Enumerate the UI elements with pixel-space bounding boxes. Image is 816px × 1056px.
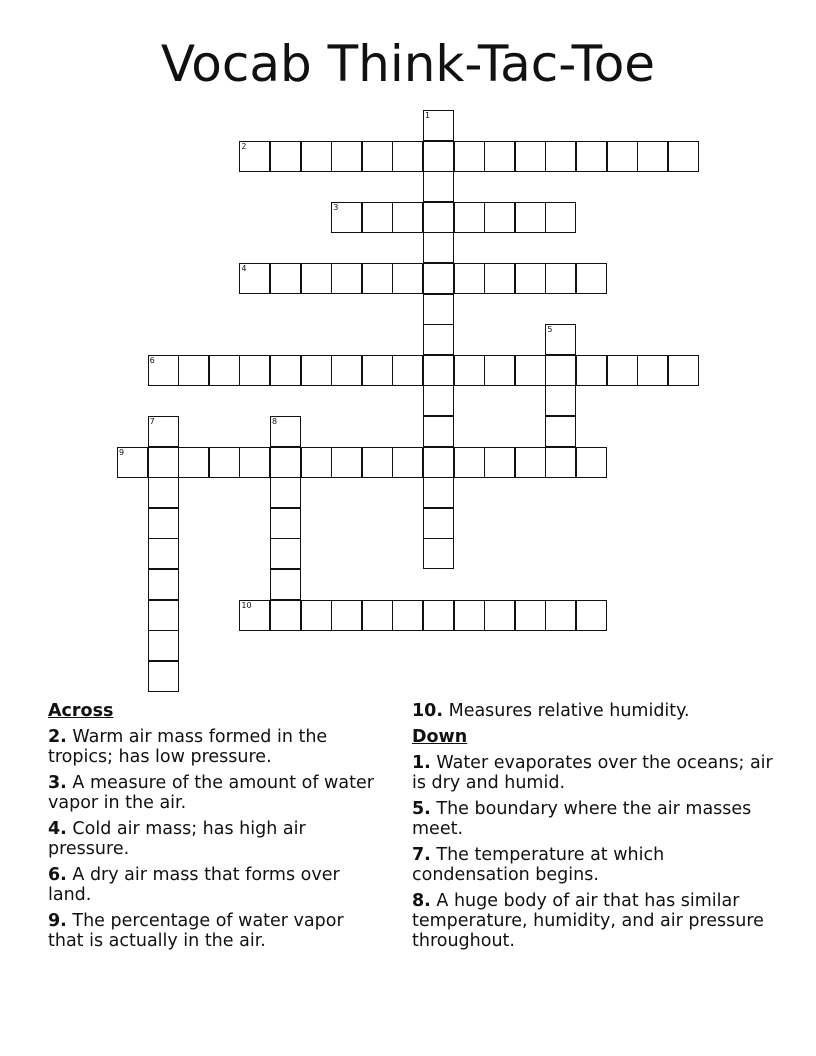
clue-number-label: 5	[547, 325, 553, 335]
grid-cell[interactable]	[454, 447, 485, 478]
clue-text: The percentage of water vapor that is actually in the air.	[48, 911, 344, 951]
grid-cell[interactable]	[423, 202, 454, 233]
clue-text: A huge body of air that has similar temperature, humidity, and air pressure throughout.	[412, 891, 764, 951]
grid-cell[interactable]	[270, 355, 301, 386]
clue-text: The boundary where the air masses meet.	[412, 799, 752, 839]
grid-cell[interactable]	[270, 447, 301, 478]
grid-cell[interactable]	[637, 355, 668, 386]
grid-cell[interactable]	[454, 355, 485, 386]
grid-cell[interactable]	[209, 355, 240, 386]
grid-cell[interactable]	[454, 263, 485, 294]
grid-cell[interactable]	[362, 600, 393, 631]
grid-cell[interactable]	[423, 447, 454, 478]
grid-cell[interactable]	[331, 141, 362, 172]
grid-cell[interactable]	[331, 263, 362, 294]
grid-cell[interactable]	[668, 141, 699, 172]
grid-cell[interactable]	[362, 447, 393, 478]
grid-cell[interactable]	[148, 630, 179, 661]
grid-cell[interactable]	[607, 355, 638, 386]
grid-cell[interactable]	[484, 202, 515, 233]
grid-cell[interactable]	[484, 600, 515, 631]
clue-number-label: 6	[149, 355, 155, 365]
grid-cell[interactable]	[362, 202, 393, 233]
grid-cell[interactable]	[515, 263, 546, 294]
grid-cell[interactable]	[148, 538, 179, 569]
grid-cell[interactable]	[576, 263, 607, 294]
grid-cell[interactable]	[392, 202, 423, 233]
clue-text: A measure of the amount of water vapor in the air.	[48, 773, 374, 813]
grid-cell[interactable]	[545, 600, 576, 631]
grid-cell[interactable]	[301, 600, 332, 631]
grid-cell[interactable]	[392, 600, 423, 631]
grid-cell[interactable]	[148, 508, 179, 539]
down-clue-8	[412, 891, 782, 951]
grid-cell[interactable]	[423, 263, 454, 294]
clues-left-column	[48, 701, 378, 957]
across-clue-2	[48, 727, 378, 767]
clue-number: 8.	[412, 891, 431, 911]
clues-right-column	[412, 701, 782, 957]
grid-cell[interactable]	[423, 232, 454, 263]
grid-cell[interactable]	[331, 600, 362, 631]
grid-cell[interactable]	[270, 538, 301, 569]
clue-number-label: 9	[119, 447, 125, 457]
grid-cell[interactable]	[423, 385, 454, 416]
grid-cell[interactable]	[148, 661, 179, 692]
grid-cell[interactable]	[423, 141, 454, 172]
grid-cell[interactable]	[515, 202, 546, 233]
grid-cell[interactable]	[270, 508, 301, 539]
across-clue-10	[412, 701, 782, 721]
grid-cell[interactable]	[178, 355, 209, 386]
clue-number: 3.	[48, 773, 67, 793]
grid-cell[interactable]	[148, 569, 179, 600]
clue-number: 10.	[412, 701, 444, 721]
grid-cell[interactable]	[484, 263, 515, 294]
grid-cell[interactable]	[270, 141, 301, 172]
grid-cell[interactable]	[392, 263, 423, 294]
grid-cell[interactable]	[454, 202, 485, 233]
clue-number-label: 2	[241, 141, 247, 151]
grid-cell[interactable]	[270, 600, 301, 631]
clue-number: 1.	[412, 753, 431, 773]
clue-text: Measures relative humidity.	[448, 701, 690, 721]
across-clue-4	[48, 819, 378, 859]
across-heading: Across	[48, 701, 114, 721]
grid-cell[interactable]	[423, 508, 454, 539]
grid-cell[interactable]	[423, 600, 454, 631]
grid-cell[interactable]	[148, 600, 179, 631]
down-heading: Down	[412, 727, 468, 747]
clue-number: 5.	[412, 799, 431, 819]
grid-cell[interactable]	[362, 141, 393, 172]
grid-cell[interactable]	[607, 141, 638, 172]
clue-text: Water evaporates over the oceans; air is dry and humid.	[412, 753, 773, 793]
grid-cell[interactable]	[301, 355, 332, 386]
grid-cell[interactable]	[392, 141, 423, 172]
grid-cell[interactable]	[392, 355, 423, 386]
grid-cell[interactable]	[545, 202, 576, 233]
clue-number: 7.	[412, 845, 431, 865]
clue-number: 4.	[48, 819, 67, 839]
grid-cell[interactable]	[301, 141, 332, 172]
grid-cell[interactable]	[545, 416, 576, 447]
grid-cell[interactable]	[515, 600, 546, 631]
grid-cell[interactable]	[423, 477, 454, 508]
grid-cell[interactable]	[331, 447, 362, 478]
grid-cell[interactable]	[148, 477, 179, 508]
clue-number-label: 8	[272, 417, 278, 426]
grid-cell[interactable]	[545, 263, 576, 294]
grid-cell[interactable]	[576, 447, 607, 478]
grid-cell[interactable]	[362, 355, 393, 386]
grid-cell[interactable]	[239, 447, 270, 478]
clue-text: The temperature at which condensation begins.	[412, 845, 665, 885]
clue-number-label: 1	[425, 111, 431, 120]
grid-cell[interactable]	[423, 324, 454, 355]
clue-number: 6.	[48, 865, 67, 885]
grid-cell[interactable]	[484, 447, 515, 478]
down-clue-7	[412, 845, 782, 885]
grid-cell[interactable]	[301, 263, 332, 294]
grid-cell[interactable]	[331, 355, 362, 386]
down-clue-5	[412, 799, 782, 839]
puzzle-title: Vocab Think-Tac-Toe	[160, 35, 656, 93]
clue-number: 2.	[48, 727, 67, 747]
across-clue-3	[48, 773, 378, 813]
grid-cell[interactable]	[545, 447, 576, 478]
grid-cell[interactable]	[362, 263, 393, 294]
clue-text: Warm air mass formed in the tropics; has low pressure.	[48, 727, 328, 767]
clue-number: 9.	[48, 911, 67, 931]
grid-cell[interactable]	[423, 171, 454, 202]
clue-text: Cold air mass; has high air pressure.	[48, 819, 306, 859]
clue-number-label: 7	[149, 417, 155, 426]
grid-cell[interactable]	[239, 355, 270, 386]
grid-cell[interactable]	[484, 355, 515, 386]
across-clue-9	[48, 911, 378, 951]
grid-cell[interactable]	[301, 447, 332, 478]
grid-cell[interactable]	[545, 385, 576, 416]
clue-number-label: 4	[241, 264, 247, 273]
grid-cell[interactable]	[545, 355, 576, 386]
grid-cell[interactable]	[423, 355, 454, 386]
grid-cell[interactable]	[209, 447, 240, 478]
clue-number-label: 10	[241, 600, 252, 610]
clue-text: A dry air mass that forms over land.	[48, 865, 340, 905]
grid-cell[interactable]	[484, 141, 515, 172]
grid-cell[interactable]	[637, 141, 668, 172]
grid-cell[interactable]	[668, 355, 699, 386]
grid-cell[interactable]	[576, 141, 607, 172]
grid-cell[interactable]	[545, 141, 576, 172]
grid-cell[interactable]	[515, 355, 546, 386]
grid-cell[interactable]	[515, 141, 546, 172]
grid-cell[interactable]	[148, 447, 179, 478]
grid-cell[interactable]	[270, 569, 301, 600]
grid-cell[interactable]	[423, 538, 454, 569]
grid-cell[interactable]	[392, 447, 423, 478]
grid-cell[interactable]	[515, 447, 546, 478]
grid-cell[interactable]	[576, 355, 607, 386]
grid-cell[interactable]	[423, 294, 454, 325]
grid-cell[interactable]	[178, 447, 209, 478]
across-clue-6	[48, 865, 378, 905]
grid-cell[interactable]	[454, 600, 485, 631]
down-clue-1	[412, 753, 782, 793]
grid-cell[interactable]	[454, 141, 485, 172]
grid-cell[interactable]	[423, 416, 454, 447]
grid-cell[interactable]	[270, 263, 301, 294]
grid-cell[interactable]	[576, 600, 607, 631]
clue-number-label: 3	[333, 202, 339, 212]
grid-cell[interactable]	[270, 477, 301, 508]
